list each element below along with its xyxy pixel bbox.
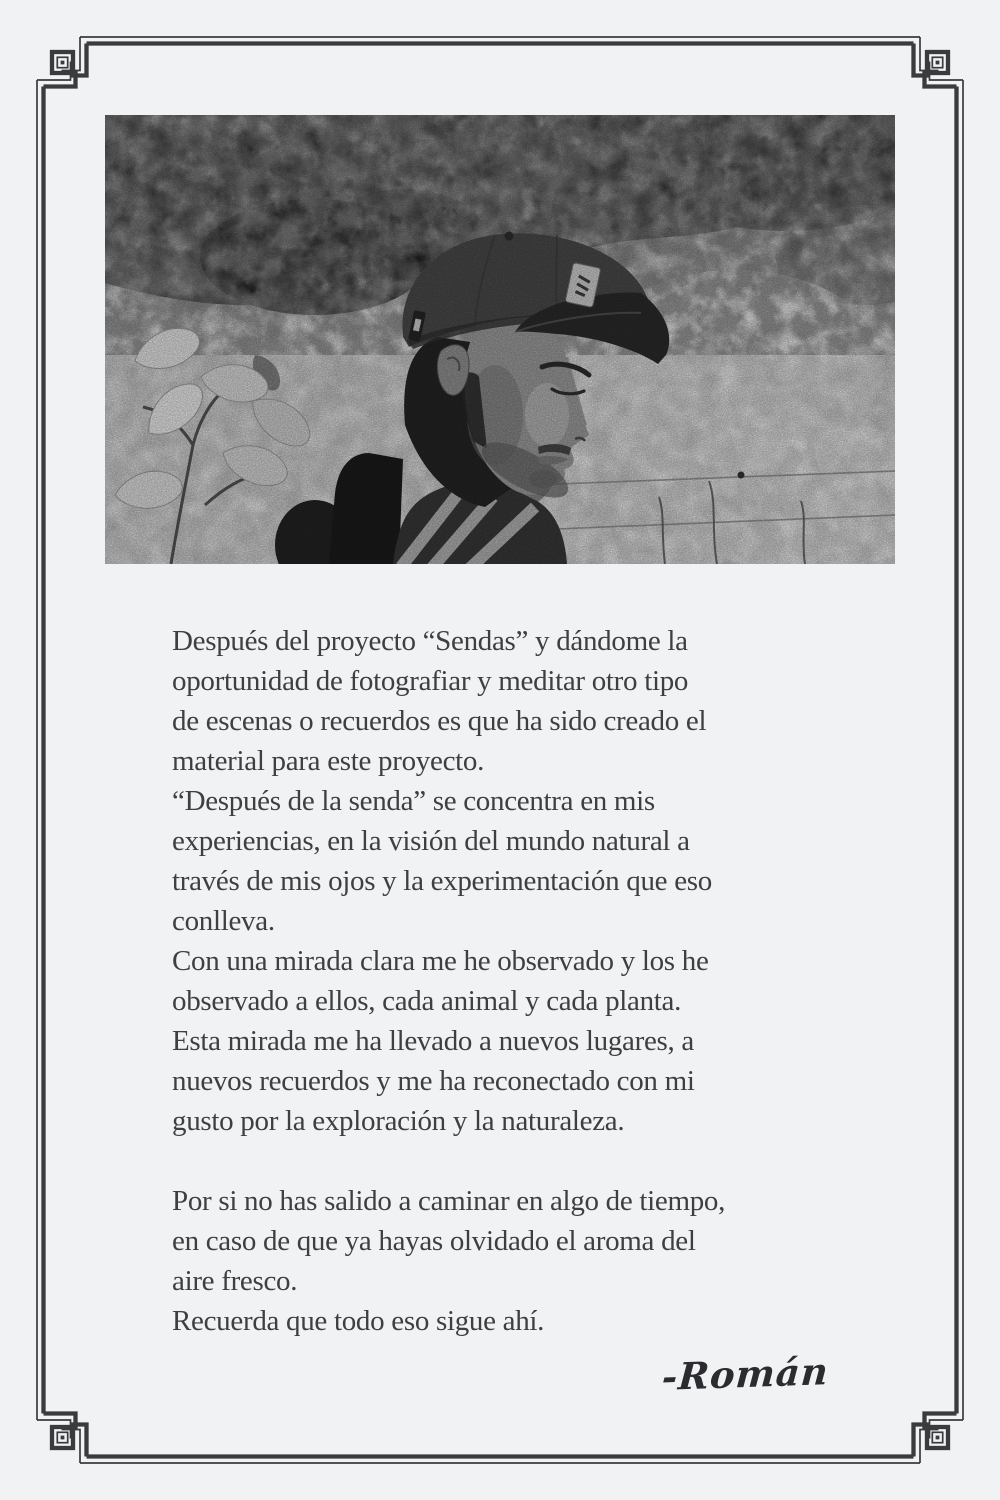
text-line: Esta mirada me ha llevado a nuevos lugares, a xyxy=(172,1025,694,1057)
text-line: través de mis ojos y la experimentación que eso xyxy=(172,865,712,897)
text-line: Recuerda que todo eso sigue ahí. xyxy=(172,1305,545,1337)
text-line: aire fresco. xyxy=(172,1265,298,1297)
text-line: Por si no has salido a caminar en algo de tiempo, xyxy=(172,1185,726,1217)
text-line: de escenas o recuerdos es que ha sido creado el xyxy=(172,705,707,737)
text-line: en caso de que ya hayas olvidado el aroma del xyxy=(172,1225,696,1257)
text-line: oportunidad de fotografiar y meditar otro tipo xyxy=(172,665,689,697)
artist-statement-text xyxy=(172,621,862,1341)
text-line: experiencias, en la visión del mundo natural a xyxy=(172,825,690,857)
text-line: nuevos recuerdos y me ha reconectado con mi xyxy=(172,1065,695,1097)
signature: -Román xyxy=(660,1349,831,1399)
text-line: Con una mirada clara me he observado y los he xyxy=(172,945,709,977)
profile-photo xyxy=(105,115,895,564)
text-line: Después del proyecto “Sendas” y dándome la xyxy=(172,625,688,657)
text-line: material para este proyecto. xyxy=(172,745,485,777)
text-line: “Después de la senda” se concentra en mis xyxy=(172,785,655,817)
text-line: conlleva. xyxy=(172,905,275,937)
text-line-blank xyxy=(172,1141,862,1181)
text-line: gusto por la exploración y la naturaleza. xyxy=(172,1105,625,1137)
text-line: observado a ellos, cada animal y cada planta. xyxy=(172,985,682,1017)
